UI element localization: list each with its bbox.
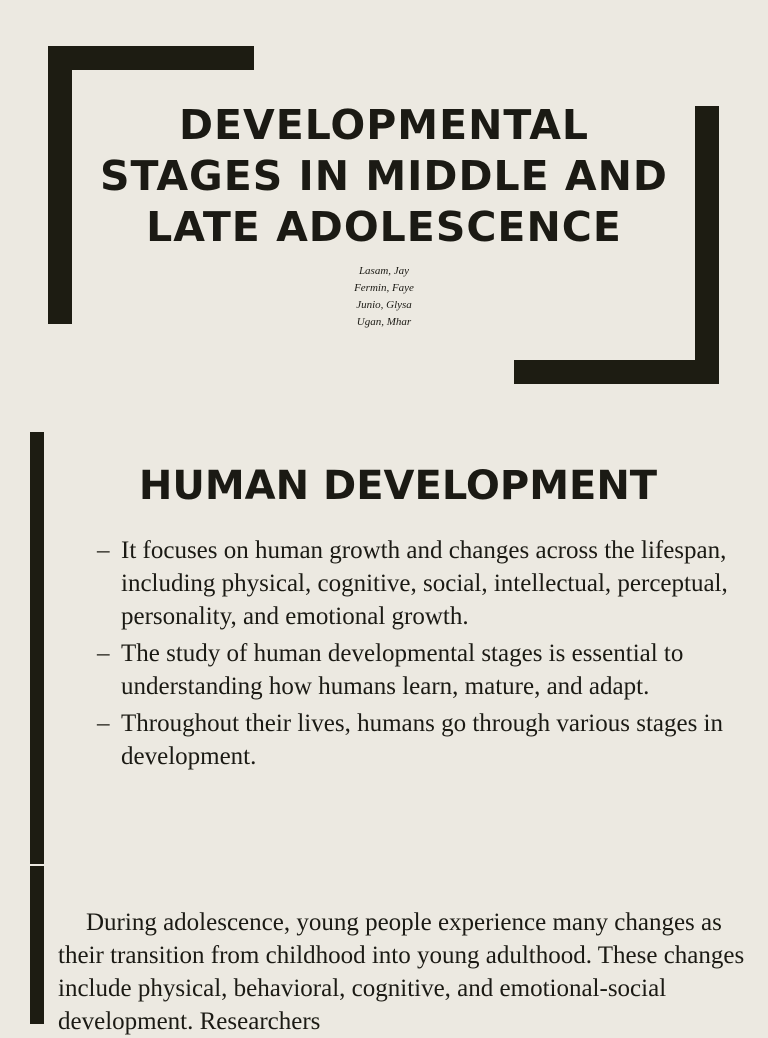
author-name: Lasam, Jay xyxy=(358,265,410,277)
adolescence-slide xyxy=(0,866,768,1035)
presentation-title: DEVELOPMENTAL STAGES IN MIDDLE AND LATE ADOLESCENCE xyxy=(100,101,668,251)
dash-bullet-icon: – xyxy=(97,640,110,667)
author-list xyxy=(234,263,534,331)
bullet-item xyxy=(97,534,747,633)
author-name: Junio, Glysa xyxy=(356,299,412,311)
dash-bullet-icon: – xyxy=(97,710,110,737)
bullet-list xyxy=(97,534,747,777)
dash-bullet-icon: – xyxy=(97,537,110,564)
slide-heading: HUMAN DEVELOPMENT xyxy=(138,463,658,509)
bullet-text: Throughout their lives, humans go through various stages in development. xyxy=(121,710,724,770)
bullet-item xyxy=(97,637,747,703)
bullet-text: It focuses on human growth and changes across the lifespan, including physical, cognitive, social, intellectual, perceptual, personality, and emotional growth. xyxy=(121,537,728,630)
bullet-item xyxy=(97,707,747,773)
frame-bracket-left xyxy=(48,46,72,324)
frame-bracket-right xyxy=(695,106,719,384)
human-development-slide xyxy=(0,432,768,864)
frame-bracket-top xyxy=(48,46,254,70)
left-accent-bar xyxy=(30,866,44,1024)
bullet-text: The study of human developmental stages is essential to understanding how humans learn, mature, and adapt. xyxy=(121,640,684,700)
author-name: Fermin, Faye xyxy=(354,282,414,294)
frame-bracket-bottom xyxy=(514,360,719,384)
body-paragraph: During adolescence, young people experience many changes as their transition from childhood into young adulthood. These changes include physical, behavioral, cognitive, and emotional-social development. Researchers xyxy=(58,909,745,1035)
title-slide xyxy=(0,0,768,400)
author-name: Ugan, Mhar xyxy=(356,316,412,328)
